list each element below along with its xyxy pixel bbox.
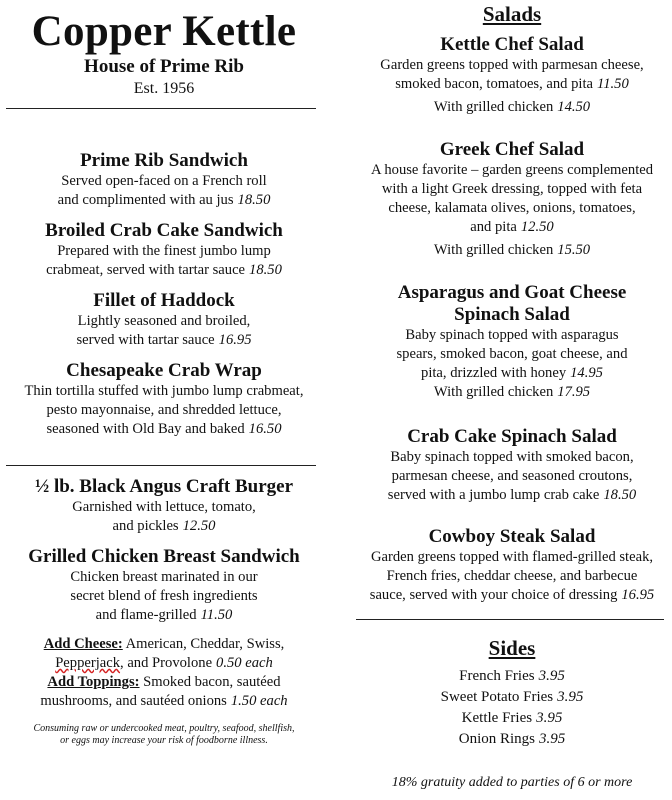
item-desc: cheese, kalamata olives, onions, tomatoes,: [388, 200, 636, 216]
item-desc: Lightly seasoned and broiled,: [77, 313, 251, 329]
sides-heading: Sides: [488, 636, 536, 660]
menu-item-crab-cake-sandwich: [6, 220, 322, 280]
item-price: 18.50: [249, 262, 282, 278]
item-price: 16.95: [621, 587, 655, 603]
add-toppings-option: [6, 673, 322, 692]
side-item: [356, 687, 668, 708]
add-toppings-label: Add Toppings:: [47, 674, 140, 690]
item-desc: seasoned with Old Bay and baked: [46, 421, 245, 437]
add-cheese-text: American, Cheddar, Swiss,: [125, 636, 285, 652]
item-desc: Thin tortilla stuffed with jumbo lump crabmeat,: [24, 383, 304, 399]
item-name: Spinach Salad: [454, 304, 570, 325]
item-desc: sauce, served with your choice of dressing: [369, 587, 618, 603]
side-item: [356, 729, 668, 750]
item-name: Cowboy Steak Salad: [428, 526, 596, 547]
item-desc: and complimented with au jus: [57, 192, 234, 208]
item-name: Grilled Chicken Breast Sandwich: [28, 546, 300, 567]
item-desc: pesto mayonnaise, and shredded lettuce,: [46, 402, 282, 418]
item-price: 18.50: [603, 487, 637, 503]
item-desc: parmesan cheese, and seasoned croutons,: [391, 468, 633, 484]
item-desc: pita, drizzled with honey: [421, 365, 567, 381]
salads-heading: Salads: [482, 2, 542, 26]
item-desc: Garden greens topped with flamed-grilled steak,: [370, 549, 654, 565]
menu-item-greek-chef-salad: [356, 139, 668, 260]
side-name: Kettle Fries: [461, 710, 533, 726]
item-desc: with a light Greek dressing, topped with feta: [381, 181, 643, 197]
item-name: Greek Chef Salad: [439, 139, 585, 160]
add-cheese-text: , and Provolone: [120, 655, 213, 671]
item-desc: Garnished with lettuce, tomato,: [72, 499, 256, 515]
item-desc: Baby spinach topped with asparagus: [405, 327, 619, 343]
item-price: 16.50: [248, 421, 282, 437]
item-name: Broiled Crab Cake Sandwich: [45, 220, 283, 241]
item-desc: crabmeat, served with tartar sauce: [46, 262, 246, 278]
side-price: 3.95: [538, 668, 565, 684]
menu-item-kettle-chef-salad: [356, 34, 668, 117]
item-price: 18.50: [237, 192, 271, 208]
add-cheese-label: Add Cheese:: [43, 636, 123, 652]
item-name: Fillet of Haddock: [93, 290, 235, 311]
chicken-price: 15.50: [557, 242, 591, 258]
restaurant-name: Copper Kettle: [31, 8, 297, 55]
item-desc: and flame-grilled: [95, 607, 197, 623]
left-column: [6, 0, 322, 747]
right-column: [356, 0, 668, 792]
menu-item-chesapeake-crab-wrap: [6, 360, 322, 439]
item-name: Crab Cake Spinach Salad: [407, 426, 617, 447]
chicken-option: With grilled chicken: [433, 242, 554, 258]
item-price: 11.50: [597, 76, 629, 92]
chicken-price: 17.95: [557, 384, 591, 400]
item-desc: A house favorite – garden greens complemented: [370, 162, 654, 178]
menu-item-crab-cake-spinach-salad: [356, 426, 668, 505]
item-desc: served with a jumbo lump crab cake: [387, 487, 600, 503]
add-toppings-price: 1.50 each: [230, 693, 288, 709]
add-cheese-price: 0.50 each: [216, 655, 273, 671]
item-desc: French fries, cheddar cheese, and barbecue: [386, 568, 638, 584]
side-name: Onion Rings: [458, 731, 535, 747]
item-desc: and pickles: [112, 518, 179, 534]
food-safety-disclaimer: Consuming raw or undercooked meat, poultry, seafood, shellfish,: [33, 723, 295, 734]
chicken-option: With grilled chicken: [433, 384, 554, 400]
item-price: 12.50: [182, 518, 216, 534]
menu-item-cowboy-steak-salad: [356, 526, 668, 605]
item-price: 14.95: [570, 365, 603, 381]
item-desc: served with tartar sauce: [76, 332, 215, 348]
chicken-option: With grilled chicken: [433, 99, 554, 115]
item-desc: Chicken breast marinated in our: [70, 569, 258, 585]
side-name: Sweet Potato Fries: [440, 689, 554, 705]
add-cheese-option: [6, 635, 322, 654]
item-desc: smoked bacon, tomatoes, and pita: [395, 76, 593, 92]
item-desc: and pita: [470, 219, 517, 235]
side-price: 3.95: [536, 710, 563, 726]
item-desc: Prepared with the finest jumbo lump: [57, 243, 271, 259]
item-name: Chesapeake Crab Wrap: [66, 360, 262, 381]
side-price: 3.95: [557, 689, 584, 705]
pepperjack-text: Pepperjack: [55, 655, 121, 671]
menu-item-grilled-chicken-sandwich: [6, 546, 322, 625]
side-name: French Fries: [459, 668, 535, 684]
item-desc: Garden greens topped with parmesan cheese,: [380, 57, 644, 73]
menu-item-black-angus-burger: [6, 476, 322, 536]
add-toppings-text: mushrooms, and sautéed onions: [40, 693, 227, 709]
item-desc: secret blend of fresh ingredients: [70, 588, 258, 604]
item-name: ½ lb. Black Angus Craft Burger: [34, 476, 294, 497]
item-name: Kettle Chef Salad: [440, 34, 584, 55]
item-price: 16.95: [218, 332, 252, 348]
gratuity-note: 18% gratuity added to parties of 6 or more: [391, 775, 633, 790]
item-price: 12.50: [520, 219, 554, 235]
side-item: [356, 708, 668, 729]
side-item: [356, 666, 668, 687]
food-safety-disclaimer: or eggs may increase your risk of foodborne illness.: [60, 735, 268, 746]
menu-item-prime-rib-sandwich: [6, 150, 322, 210]
item-desc: Baby spinach topped with smoked bacon,: [390, 449, 634, 465]
item-desc: Served open-faced on a French roll: [61, 173, 267, 189]
menu-item-fillet-of-haddock: [6, 290, 322, 350]
item-price: 11.50: [200, 607, 233, 623]
restaurant-tagline: House of Prime Rib: [84, 56, 244, 77]
item-desc: spears, smoked bacon, goat cheese, and: [396, 346, 628, 362]
item-name: Prime Rib Sandwich: [80, 150, 248, 171]
established-year: Est. 1956: [133, 80, 195, 97]
add-toppings-text: Smoked bacon, sautéed: [143, 674, 281, 690]
menu-item-asparagus-goat-cheese-salad: [356, 282, 668, 402]
side-price: 3.95: [539, 731, 566, 747]
item-name: Asparagus and Goat Cheese: [397, 282, 627, 303]
chicken-price: 14.50: [557, 99, 591, 115]
